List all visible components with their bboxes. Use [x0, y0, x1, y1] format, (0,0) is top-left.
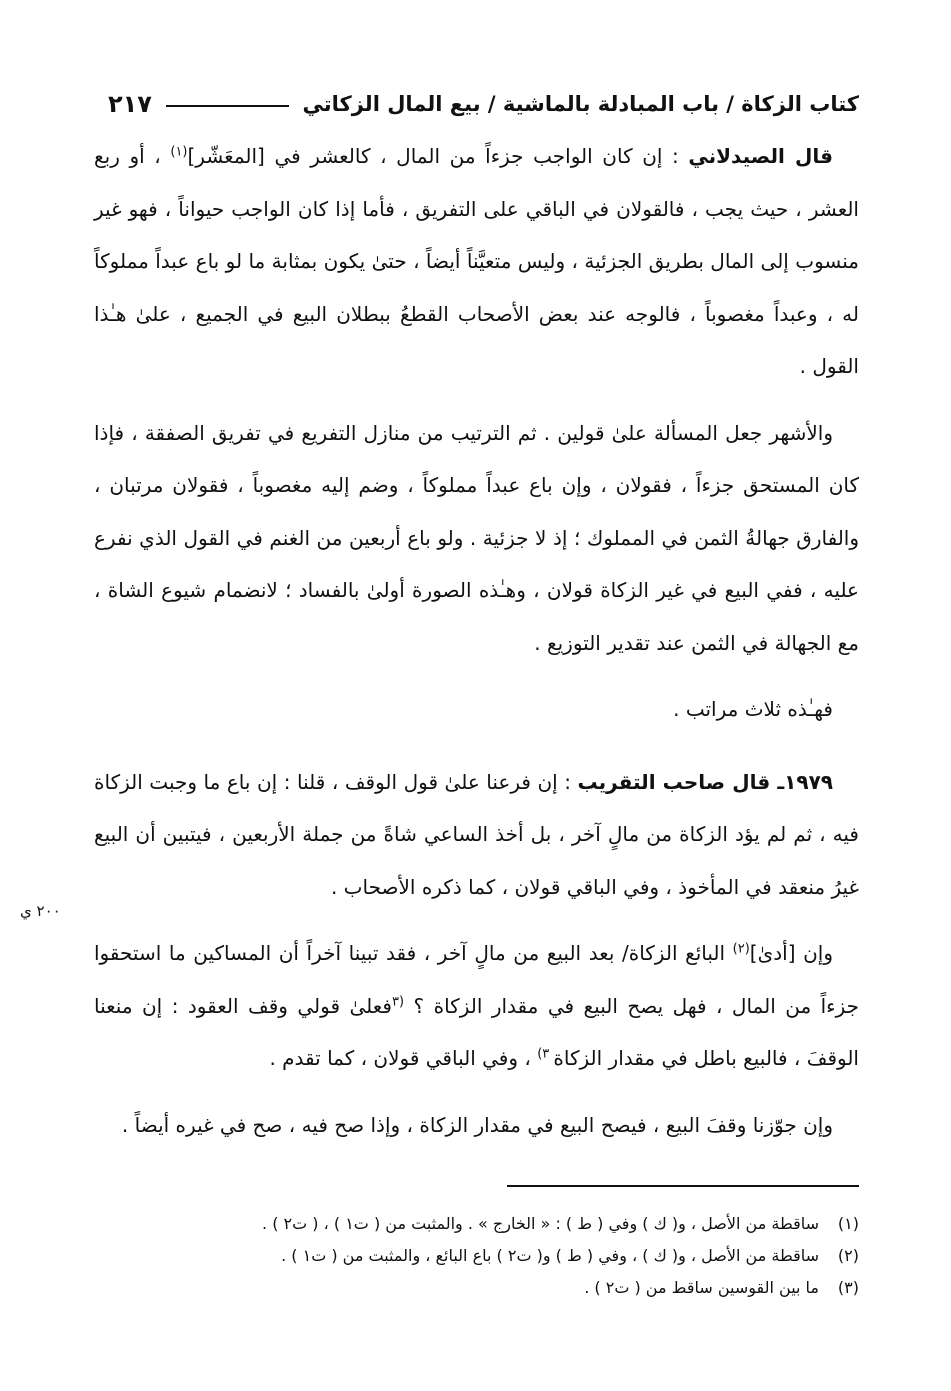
- paragraph-6: [94, 1099, 859, 1152]
- paragraph-3: [94, 683, 859, 736]
- footnote-ref-2: (٢): [732, 941, 750, 957]
- paragraph-text: : إن كان الواجب جزءاً من المال ، كالعشر في [المعَشّر]: [187, 144, 689, 168]
- footnote-ref-3-close: ٣): [537, 1046, 554, 1062]
- footnote-number: (٣): [837, 1278, 859, 1297]
- paragraph-5: [94, 927, 859, 1085]
- paragraph-text: : إن فرعنا علىٰ قول الوقف ، قلنا : إن باع ما وجبت الزكاة فيه ، ثم لم يؤد الزكاة من مالٍ آخر ، بل أخذ الساعي شاةً من جملة الأربعين ، فيتبين أن البيع غيرُ منعقد في المأخوذ ، وفي الباقي قولان ، كما ذكره الأصحاب .: [94, 769, 859, 899]
- footnote-item: [94, 1272, 859, 1304]
- footnote-text: ما بين القوسين ساقط من ( ت٢ ) .: [584, 1278, 819, 1297]
- paragraph-text: وإن جوّزنا وقفَ البيع ، فيصح البيع في مقدار الزكاة ، وإذا صح فيه ، صح في غيره أيضاً .: [121, 1112, 833, 1137]
- speaker-name: قال صاحب التقريب: [577, 769, 778, 794]
- paragraph-text: البائع الزكاة/ بعد البيع من مالٍ آخر ، فقد تبينا آخراً أن المساكين ما استحقوا جزءاً من المال ، فهل يصح البيع في مقدار الزكاة ؟: [94, 941, 859, 1018]
- footnote-number: (١): [837, 1214, 859, 1233]
- paragraph-text: فهـٰذه ثلاث مراتب .: [673, 697, 833, 721]
- footnote-ref-3-open: (٣: [392, 993, 405, 1009]
- footnote-number: (٢): [837, 1246, 859, 1265]
- paragraph-text: ، أو ربع العشر ، حيث يجب ، فالقولان في الباقي على التفريق ، فأما إذا كان الواجب حيواناً ، فهو غير منسوب إلى المال بطريق الجزئية ، وليس متعيَّناً أيضاً ، حتىٰ يكون بمثابة ما لو باع عبداً مملوكاً له ، وعبداً مغصوباً ، فالوجه عند بعض الأصحاب القطعُ ببطلان البيع في الجميع ، علىٰ هـٰذا القول .: [94, 144, 859, 378]
- section-number: ١٩٧٩ـ: [777, 769, 833, 794]
- paragraph-text: ، وفي الباقي قولان ، كما تقدم .: [269, 1046, 538, 1070]
- page-number: ٢١٧: [108, 90, 152, 118]
- footnote-separator: [507, 1185, 859, 1187]
- footnote-text: ساقطة من الأصل ، و( ك ) وفي ( ط ) : « الخارج » . والمثبت من ( ت١ ) ، ( ت٢ ) .: [262, 1214, 819, 1233]
- header-rule: [166, 105, 289, 107]
- paragraph-text: والأشهر جعل المسألة علىٰ قولين . ثم الترتيب من منازل التفريع في تفريق الصفقة ، فإذا كان المستحق جزءاً ، فقولان ، وإن باع عبداً مملوكاً ، وضم إليه مغصوباً ، فقولان مرتبان ، والفارق جهالةُ الثمن في المملوك ؛ إذ لا جزئية . ولو باع أربعين من الغنم في القول الذي نفرع عليه ، ففي البيع في غير الزكاة قولان ، وهـٰذه الصورة أولىٰ بالفساد ؛ لانضمام شيوع الشاة ، مع الجهالة في الثمن عند تقدير التوزيع .: [94, 420, 859, 655]
- paragraph-text: فعلىٰ قولي وقف العقود : إن منعنا الوقفَ ، فالبيع باطل في مقدار الزكاة: [94, 993, 859, 1070]
- footnote-item: [94, 1208, 859, 1240]
- paragraph-4: [94, 756, 859, 914]
- footnotes: [94, 1208, 859, 1304]
- paragraph-2: [94, 407, 859, 670]
- speaker-name: قال الصيدلاني: [688, 144, 833, 168]
- footnote-ref-1: (١): [170, 144, 188, 160]
- manuscript-folio-note: ٢٠٠ ي: [20, 902, 61, 920]
- footnote-item: [94, 1240, 859, 1272]
- main-text: [94, 130, 859, 1151]
- paragraph-1: [94, 130, 859, 393]
- chapter-title: كتاب الزكاة / باب المبادلة بالماشية / بيع المال الزكاتي: [302, 92, 859, 116]
- footnote-text: ساقطة من الأصل ، و( ك ) ، وفي ( ط ) و( ت٢ ) باع البائع ، والمثبت من ( ت١ ) .: [281, 1246, 819, 1265]
- paragraph-text: وإن [أدىٰ]: [749, 941, 833, 965]
- running-header: [108, 84, 859, 124]
